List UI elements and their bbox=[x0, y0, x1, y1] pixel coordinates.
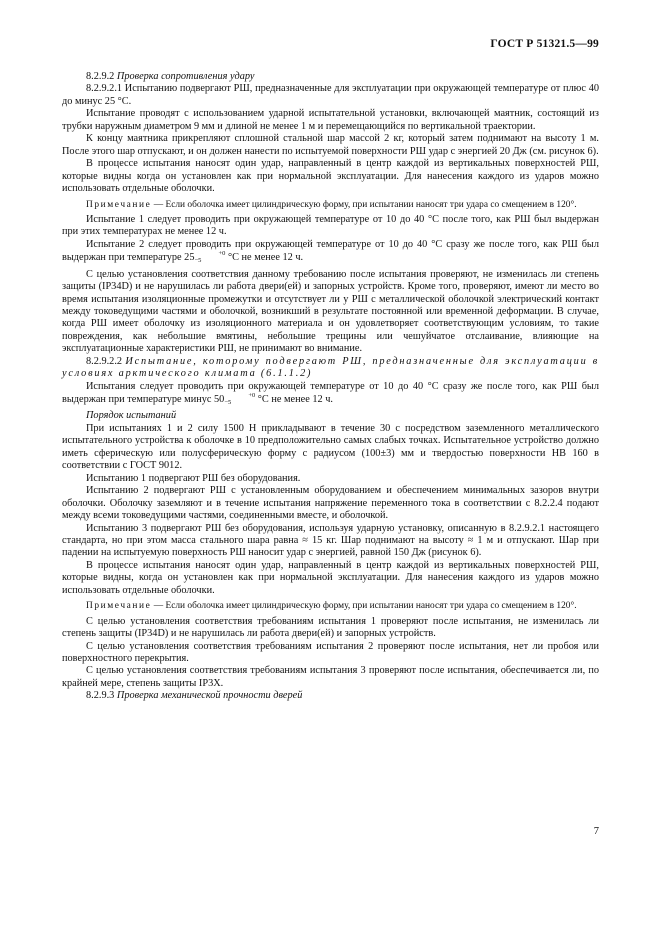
paragraph-text: °С не менее 12 ч. bbox=[255, 394, 333, 405]
paragraph: К концу маятника прикрепляют сплошной стальной шар массой 2 кг, который затем поднимают на высоту 1 м. После этого шар отпускают, и он должен нанести по испытуемой поверхности РШ удар с энергией 20 Дж (см. рисунок 6). bbox=[62, 133, 599, 157]
paragraph: С целью установления соответствия данному требованию после испытания проверяют, не изменилась ли степень защиты (IP34D) и не нарушилась ли работа двери(ей) и запорных устройств. Кроме того, проверяют, имеют ли место во время испытания изоляционные промежутки и отсутствует ли у РШ с металлической оболочкой электрический контакт между токоведущими частями и оболочкой, возникший в результате постоянной или временной деформации. В случае, когда РШ имеет оболочку из изоляционного материала и он удовлетворяет соответствующим условиям, то такие повреждения, как небольшие вмятины, небольшие трещины или чешуйчатое отслаивание, влияющие на эксплуатационные характеристики РШ, не принимают во внимание. bbox=[62, 268, 599, 355]
standard-header: ГОСТ Р 51321.5—99 bbox=[490, 38, 599, 50]
paragraph: В процессе испытания наносят один удар, направленный в центр каждой из вертикальных поверхностей РШ, которые видны когда он установлен как при нормальной эксплуатации. Для нанесения каждого из ударов можно использовать отдельные оболочки. bbox=[62, 158, 599, 195]
paragraph: Испытание проводят с использованием ударной испытательной установки, включающей маятник, состоящий из трубки наружным диаметром 9 мм и длиной не менее 1 м и перемещающийся по вертикальной траектории. bbox=[62, 108, 599, 132]
tolerance-upper: +0 bbox=[218, 250, 226, 258]
paragraph-text: Испытание 2 следует проводить при окружающей температуре от 10 до 40 °С сразу же после того, как РШ был выдержан при температуре 25 bbox=[62, 238, 599, 264]
note-label: Примечание bbox=[86, 199, 152, 210]
note bbox=[62, 200, 599, 211]
paragraph bbox=[62, 239, 599, 265]
paragraph: При испытаниях 1 и 2 силу 1500 Н прикладывают в течение 30 с посредством заземленного металлического испытательного устройства к оболочке в 10 предположительно самых слабых точках. Испытательное устройство должно иметь сферическую или полусферическую форму с радиусом (100±3) мм и твердостью поверхности НВ 160 в соответствии с ГОСТ 9012. bbox=[62, 422, 599, 472]
paragraph-text: Испытания следует проводить при окружающей температуре от 10 до 40 °С сразу же после того, как РШ был выдержан при температуре минус 50 bbox=[62, 380, 599, 405]
paragraph: Испытанию 1 подвергают РШ без оборудования. bbox=[86, 472, 301, 484]
clause-title: Испытание, которому подвергают РШ, предназначенные для эксплуатации в условиях арктического климата (6.1.1.2) bbox=[62, 355, 599, 380]
clause-title: Проверка сопротивления удару bbox=[116, 71, 255, 82]
paragraph: В процессе испытания наносят один удар, направленный в центр каждой из вертикальных поверхностей РШ, которые видны, когда он установлен как при нормальной эксплуатации. Для нанесения каждого из ударов можно использовать отдельные оболочки. bbox=[62, 559, 599, 596]
document-body bbox=[62, 71, 599, 703]
clause-number: 8.2.9.3 bbox=[86, 690, 117, 702]
clause-8-2-9-3-heading bbox=[62, 690, 599, 702]
paragraph: Испытание 1 следует проводить при окружающей температуре от 10 до 40 °С после того, как РШ был выдержан при этих температурах не менее 12 ч. bbox=[62, 213, 599, 238]
clause-number: 8.2.9.2 bbox=[86, 71, 117, 82]
paragraph: С целью установления соответствия требованиям испытания 3 проверяют после испытания, обеспечивается ли, по крайней мере, степень защиты IP3X. bbox=[62, 665, 599, 689]
tolerance-lower: −5 bbox=[194, 256, 202, 264]
paragraph: С целью установления соответствия требованиям испытания 1 проверяют после испытания, не изменилась ли степень защиты (IP34D) и не нарушилась ли работа двери(ей) и запорных устройств. bbox=[62, 615, 599, 640]
paragraph: 8.2.9.2.1 Испытанию подвергают РШ, предназначенные для эксплуатации при окружающей температуре от плюс 40 до минус 25 °С. bbox=[62, 83, 599, 107]
paragraph bbox=[62, 381, 599, 407]
paragraph: С целью установления соответствия требованиям испытания 2 проверяют после испытания, нет ли пробоя или поверхностного перекрытия. bbox=[62, 640, 599, 665]
tolerance-lower: −5 bbox=[224, 398, 232, 406]
clause-title: Проверка механической прочности дверей bbox=[116, 690, 303, 702]
clause-8-2-9-2-heading bbox=[62, 71, 599, 83]
note-text: — Если оболочка имеет цилиндрическую форму, при испытании наносят три удара со смещением в 120°. bbox=[151, 601, 577, 612]
tolerance bbox=[224, 393, 255, 406]
note-label: Примечание bbox=[86, 601, 152, 612]
paragraph: Испытанию 2 подвергают РШ с установленным оборудованием и обеспечением минимальных зазоров внутри оболочки. Оболочку заземляют и в течение испытания напряжение переменного тока в соответствии с 8.2.2.4 подают между всеми токоведущими частями, соединенными вместе, и оболочкой. bbox=[62, 485, 599, 522]
clause-number: 8.2.9.2.2 bbox=[86, 355, 126, 367]
note bbox=[62, 601, 599, 612]
tolerance bbox=[194, 251, 225, 264]
page-number: 7 bbox=[593, 826, 599, 837]
paragraph: Испытанию 3 подвергают РШ без оборудования, используя ударную установку, описанную в 8.2.9.2.1 настоящего стандарта, но при этом масса стального шара равна ≈ 15 кг. Шар поднимают на высоту ≈ 1 м и отпускают. Шар при падении на испытуемую поверхность РШ наносит удар с энергией, равной 150 Дж (рисунок 6). bbox=[62, 522, 599, 559]
subheading: Порядок испытаний bbox=[86, 410, 177, 422]
paragraph-text: °С не менее 12 ч. bbox=[225, 252, 304, 264]
clause-8-2-9-2-2-heading bbox=[62, 356, 599, 381]
note-text: — Если оболочка имеет цилиндрическую форму, при испытании наносят три удара со смещением в 120°. bbox=[151, 199, 577, 210]
tolerance-upper: +0 bbox=[248, 392, 256, 400]
